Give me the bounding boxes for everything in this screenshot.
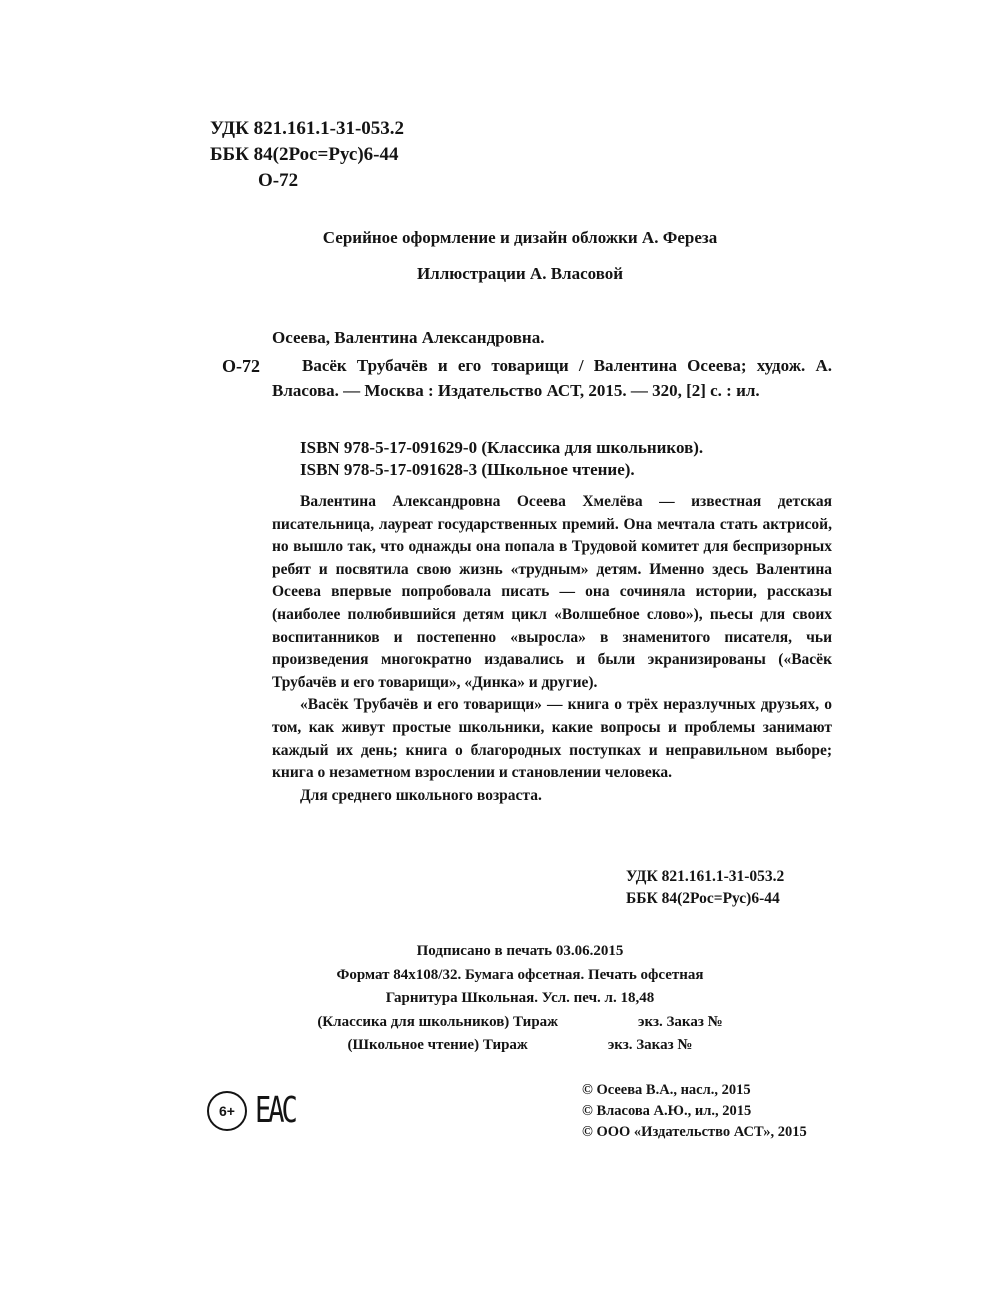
copyright-block: [582, 1080, 807, 1143]
udk-code: УДК 821.161.1-31-053.2: [210, 118, 405, 139]
tirage-suffix: экз. Заказ №: [638, 1013, 723, 1030]
annotation: [272, 491, 832, 807]
udk-code-bottom: УДК 821.161.1-31-053.2: [626, 868, 785, 885]
certification-marks: [207, 1091, 308, 1131]
signed-to-print: Подписано в печать 03.06.2015: [416, 943, 624, 959]
tirage-classic-label: (Классика для школьников) Тираж: [317, 1013, 559, 1030]
audience-note: Для среднего школьного возраста.: [300, 786, 542, 804]
classification-codes-top: [210, 116, 404, 194]
typeface-line: Гарнитура Школьная. Усл. печ. л. 18,48: [385, 990, 655, 1006]
series-design-credit: Серийное оформление и дизайн обложки А. Фереза: [322, 228, 718, 247]
bibliographic-description: Васёк Трубачёв и его товарищи / Валентина Осеева; худож. А. Власова. — Москва : Издательство АСТ, 2015. — 320, [2] с. : ил.: [272, 356, 832, 400]
tirage-classic: [0, 1011, 1000, 1035]
author-mark: О-72: [258, 170, 299, 191]
isbn-list: [300, 437, 832, 481]
annotation-paragraph: Валентина Александровна Осеева Хмелёва — известная детская писательница, лауреат государственных премий. Она мечтала стать актрисой, но вышло так, что однажды она попала в Трудовой комитет для беспризорных ребят и посвятила свою жизнь «трудным» детям. Именно здесь Валентина Осеева впервые попробовала писать — она сочиняла истории, рассказы (наиболее полюбившийся детям цикл «Волшебное слово»), пьесы для своих воспитанников и постепенно «выросла» в знаменитого писателя, чьи произведения многократно издавались и были экранизированы («Васёк Трубачёв и его товарищи», «Динка» и другие).: [272, 493, 832, 691]
illustrations-credit: Иллюстрации А. Власовой: [416, 264, 624, 283]
classification-codes-bottom: [626, 866, 784, 910]
copyright-line: © Осеева В.А., насл., 2015: [582, 1082, 751, 1098]
eac-mark-icon: EAC: [255, 1090, 295, 1131]
isbn-classic: ISBN 978-5-17-091629-0 (Классика для школьников).: [300, 438, 704, 457]
tirage-school: [0, 1034, 1000, 1058]
annotation-paragraph: «Васёк Трубачёв и его товарищи» — книга о трёх неразлучных друзьях, о том, как живут простые школьники, какие вопросы и проблемы занимают каждый их день; книга о благородных поступках и неправильном выборе; книга о незаметном взрослении и становлении человека.: [272, 696, 832, 782]
copyright-line: © ООО «Издательство АСТ», 2015: [582, 1124, 807, 1140]
isbn-school: ISBN 978-5-17-091628-3 (Школьное чтение).: [300, 460, 635, 479]
bbk-code: ББК 84(2Рос=Рус)6-44: [210, 144, 399, 165]
author-heading: Осеева, Валентина Александровна.: [272, 328, 545, 347]
copyright-line: © Власова А.Ю., ил., 2015: [582, 1103, 752, 1119]
age-rating-text: 6+: [219, 1103, 235, 1119]
author-cipher: О-72: [222, 356, 260, 376]
bbk-code-bottom: ББК 84(2Рос=Рус)6-44: [626, 890, 780, 907]
imprint-block: [0, 940, 1000, 1058]
age-rating-icon: [207, 1091, 247, 1131]
format-line: Формат 84x108/32. Бумага офсетная. Печать офсетная: [336, 966, 704, 983]
tirage-suffix: экз. Заказ №: [607, 1037, 693, 1053]
tirage-school-label: (Школьное чтение) Тираж: [347, 1037, 528, 1053]
